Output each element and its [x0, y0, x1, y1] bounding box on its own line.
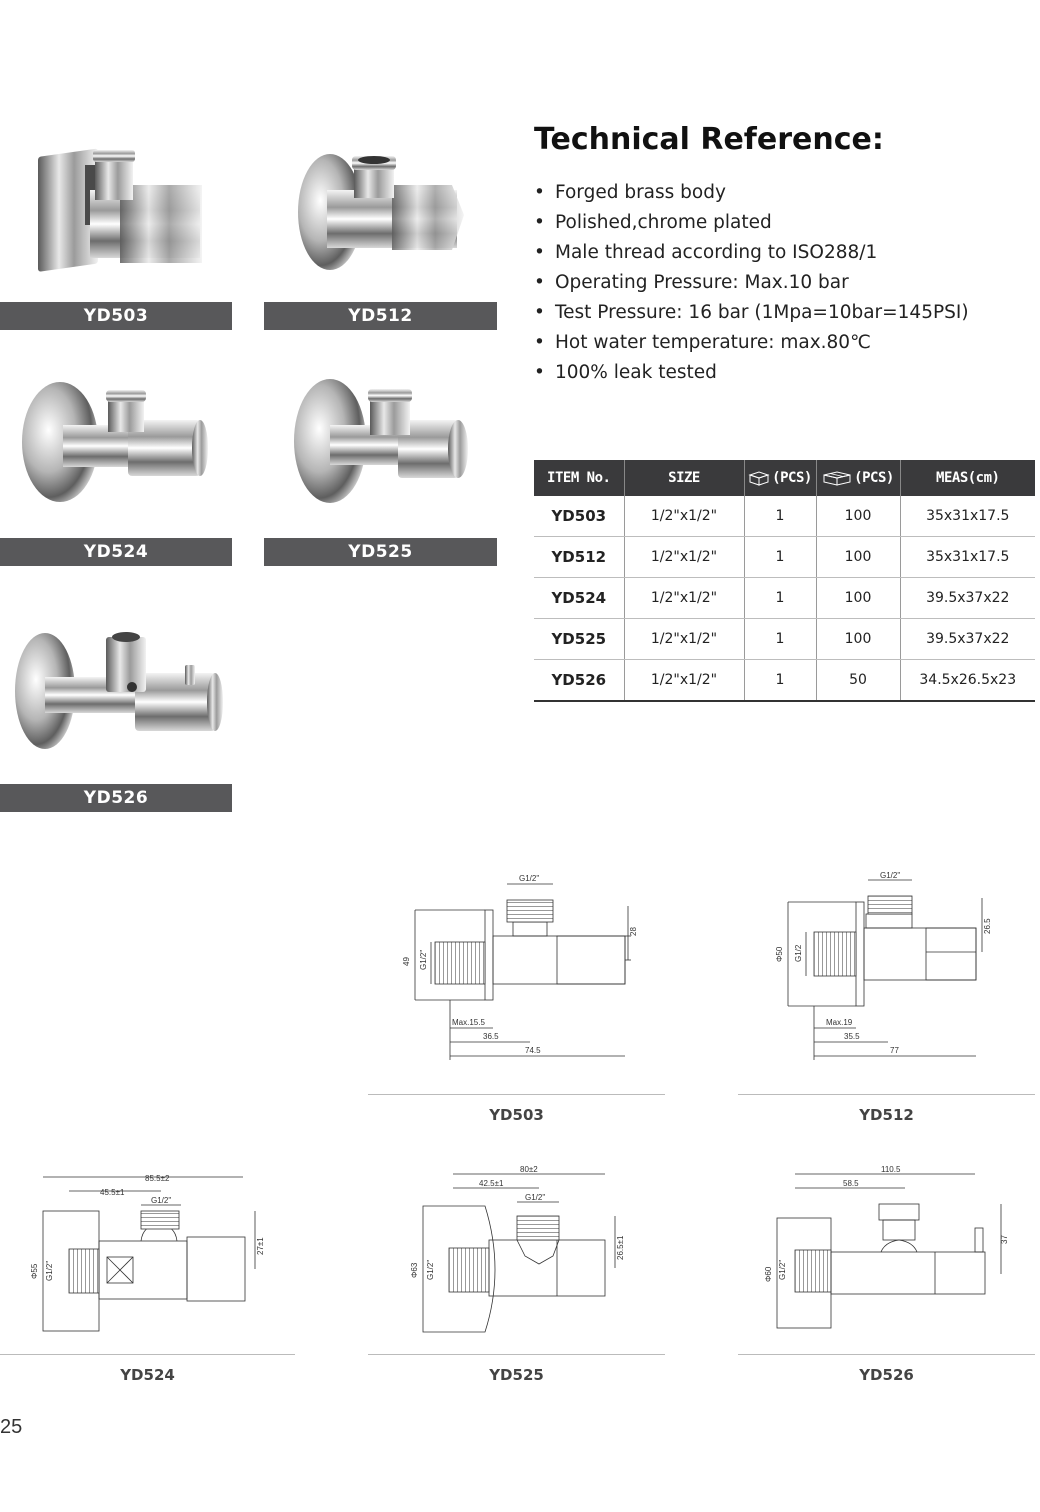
header-carton-pcs — [816, 460, 900, 496]
product-photo-yd503 — [30, 140, 220, 280]
technical-reference-list — [534, 178, 969, 388]
cell-inner-pcs: 1 — [744, 537, 816, 578]
drawing-label-yd526: YD526 — [859, 1366, 914, 1384]
drawing-separator — [738, 1094, 1035, 1095]
dim-thread: G1/2" — [519, 874, 540, 883]
cell-size: 1/2"x1/2" — [624, 578, 744, 619]
drawing-label-yd524: YD524 — [120, 1366, 175, 1384]
cell-size: 1/2"x1/2" — [624, 619, 744, 660]
cell-carton-pcs: 100 — [816, 496, 900, 537]
cell-meas: 35x31x17.5 — [900, 496, 1035, 537]
dim-thread: G1/2" — [151, 1196, 172, 1205]
product-label-yd525: YD525 — [264, 538, 497, 566]
cell-carton-pcs: 100 — [816, 619, 900, 660]
cell-meas: 35x31x17.5 — [900, 537, 1035, 578]
product-photo-yd526 — [10, 625, 225, 755]
tech-item: • 100% leak tested — [534, 358, 969, 388]
header-inner-pcs-label: (PCS) — [772, 470, 812, 486]
dim-inlet: G1/2" — [45, 1260, 54, 1281]
dim-height: 49 — [402, 957, 411, 966]
drawing-label-yd512: YD512 — [859, 1106, 914, 1124]
cell-meas: 39.5x37x22 — [900, 578, 1035, 619]
dim-mid: 36.5 — [483, 1032, 499, 1041]
cell-item: YD512 — [534, 537, 624, 578]
drawing-yd525 — [405, 1160, 635, 1340]
dim-length: 80±2 — [520, 1165, 538, 1174]
dim-length: 110.5 — [881, 1165, 901, 1174]
cell-carton-pcs: 100 — [816, 537, 900, 578]
drawing-separator — [368, 1354, 665, 1355]
cell-item: YD503 — [534, 496, 624, 537]
tech-item: • Operating Pressure: Max.10 bar — [534, 268, 969, 298]
page-number: 25 — [0, 1416, 23, 1438]
dim-depth: 45.5±1 — [100, 1188, 125, 1197]
drawing-separator — [738, 1354, 1035, 1355]
cell-carton-pcs: 100 — [816, 578, 900, 619]
dim-length: 77 — [890, 1046, 899, 1055]
dim-mid: 35.5 — [844, 1032, 860, 1041]
cell-inner-pcs: 1 — [744, 619, 816, 660]
dim-outlet-height: 27±1 — [256, 1237, 265, 1255]
tech-item: • Test Pressure: 16 bar (1Mpa=10bar=145PSI) — [534, 298, 969, 328]
dim-outlet-height: 28 — [629, 927, 638, 936]
product-label-yd524: YD524 — [0, 538, 232, 566]
drawing-yd503 — [395, 870, 645, 1070]
inner-box-icon — [748, 470, 770, 486]
dim-height: Φ60 — [764, 1266, 773, 1282]
header-item-no: ITEM No. — [534, 460, 624, 496]
dim-depth: Max.15.5 — [452, 1018, 485, 1027]
cell-meas: 34.5x26.5x23 — [900, 660, 1035, 702]
table-row — [534, 619, 1035, 660]
drawing-separator — [368, 1094, 665, 1095]
table-row — [534, 537, 1035, 578]
dim-length: 74.5 — [525, 1046, 541, 1055]
cell-inner-pcs: 1 — [744, 496, 816, 537]
tech-item: • Hot water temperature: max.80℃ — [534, 328, 969, 358]
product-label-yd503: YD503 — [0, 302, 232, 330]
cell-item: YD524 — [534, 578, 624, 619]
cell-size: 1/2"x1/2" — [624, 660, 744, 702]
table-row — [534, 660, 1035, 702]
table-header-row — [534, 460, 1035, 496]
dim-depth: Max.19 — [826, 1018, 853, 1027]
dim-outlet-height: 26.5 — [983, 918, 992, 934]
cell-item: YD526 — [534, 660, 624, 702]
technical-reference-title: Technical Reference: — [534, 122, 884, 157]
dim-depth: 42.5±1 — [479, 1179, 504, 1188]
dim-length: 85.5±2 — [145, 1174, 170, 1183]
dim-thread: G1/2" — [525, 1193, 546, 1202]
drawing-label-yd525: YD525 — [489, 1366, 544, 1384]
product-photo-yd524 — [18, 380, 218, 510]
table-row — [534, 496, 1035, 537]
dim-height: Φ63 — [410, 1262, 419, 1278]
cell-carton-pcs: 50 — [816, 660, 900, 702]
dim-depth: 58.5 — [843, 1179, 859, 1188]
product-photo-yd512 — [292, 150, 472, 275]
cell-size: 1/2"x1/2" — [624, 537, 744, 578]
cell-item: YD525 — [534, 619, 624, 660]
tech-item: • Forged brass body — [534, 178, 969, 208]
carton-box-icon — [822, 470, 852, 486]
cell-size: 1/2"x1/2" — [624, 496, 744, 537]
header-meas: MEAS(cm) — [900, 460, 1035, 496]
table-row — [534, 578, 1035, 619]
dim-outlet-height: 37 — [1000, 1235, 1009, 1244]
drawing-yd512 — [770, 868, 1010, 1068]
header-carton-pcs-label: (PCS) — [854, 470, 894, 486]
cell-inner-pcs: 1 — [744, 660, 816, 702]
drawing-separator — [0, 1354, 295, 1355]
header-size: SIZE — [624, 460, 744, 496]
drawing-yd526 — [755, 1160, 1020, 1340]
cell-inner-pcs: 1 — [744, 578, 816, 619]
product-label-yd512: YD512 — [264, 302, 497, 330]
dim-thread: G1/2" — [880, 871, 901, 880]
product-photo-yd525 — [290, 375, 475, 510]
header-inner-pcs — [744, 460, 816, 496]
dim-inlet: G1/2" — [426, 1259, 435, 1280]
cell-meas: 39.5x37x22 — [900, 619, 1035, 660]
tech-item: • Male thread according to ISO288/1 — [534, 238, 969, 268]
drawing-yd524 — [25, 1165, 275, 1340]
dim-inlet: G1/2" — [778, 1259, 787, 1280]
drawing-label-yd503: YD503 — [489, 1106, 544, 1124]
dim-inlet: G1/2 — [794, 944, 803, 962]
product-label-yd526: YD526 — [0, 784, 232, 812]
dim-height: Φ50 — [775, 946, 784, 962]
dim-inlet: G1/2" — [419, 949, 428, 970]
dim-outlet-height: 26.5±1 — [616, 1235, 625, 1260]
tech-item: • Polished,chrome plated — [534, 208, 969, 238]
spec-table — [534, 460, 1035, 702]
dim-height: Φ55 — [30, 1263, 39, 1279]
